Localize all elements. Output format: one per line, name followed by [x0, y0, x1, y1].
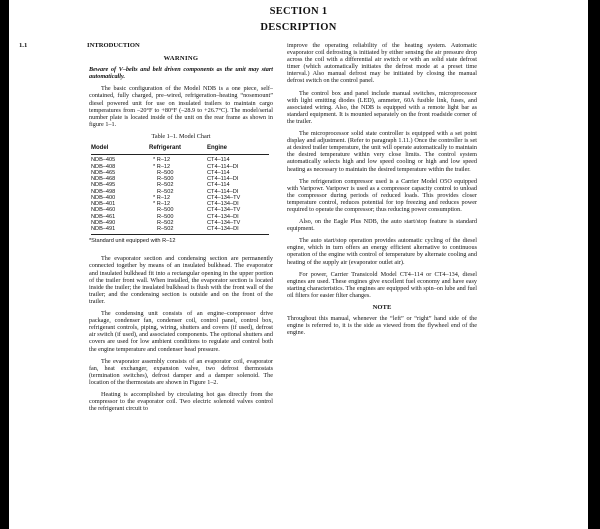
cell-refrigerant: R–500: [157, 207, 174, 214]
section-title: SECTION 1: [269, 6, 328, 17]
column-header-engine: Engine: [207, 142, 269, 155]
cell-refrigerant: * R–12: [153, 201, 171, 208]
body-paragraph: The refrigeration compressor used is a Carrier Model O5O equipped with Varipowr. Varipowr is used as a compressor capacity control to unload the compressor during periods of reduced loads. This provides closer temperature control, reduces potential for top freezing and reduces power required to operate the compressor; thus reducing power consumption.: [287, 177, 477, 213]
cell-engine: CT4–134–DI: [207, 213, 239, 220]
model-chart-table: [91, 142, 269, 235]
cell-engine: CT4–114: [207, 157, 230, 164]
table-footnote: *Standard unit equipped with R–12: [89, 238, 176, 245]
cell-model: NDB–491: [91, 226, 149, 235]
cell-refrigerant: * R–12: [153, 163, 171, 170]
body-paragraph: Also, on the Eagle Plus NDB, the auto start/stop feature is standard equipment.: [287, 218, 477, 233]
body-paragraph: The condensing unit consists of an engine–compressor drive package, condenser fan, condenser coil, control panel, control box, refrigerant controls, piping, wiring, shutters and covers (if used), defrost air switch (if used), and associated components. The optional shutters and covers are used for low ambient conditions to regulate and control both the engine temperature and condenser head pressure.: [89, 310, 273, 353]
cell-model: NDB–401: [91, 201, 116, 208]
cell-refrigerant: R–502: [157, 219, 174, 226]
section-heading: [19, 42, 273, 49]
left-column: [19, 42, 273, 417]
body-paragraph: improve the operating reliability of the heating system. Automatic evaporator coil defrosting is initiated by either sensing the air pressure drop across the coil with a differential air switch or with an solid state defrost timer (which automatically initiates the defrost mode at a preset time interval.) Also manual defrost may be initiated by closing the manual defrost switch on the control panel.: [287, 42, 477, 85]
cell-model: NDB–408: [91, 163, 116, 170]
cell-engine: CT4–114: [207, 182, 230, 189]
left-page-edge: [0, 0, 9, 529]
body-paragraph: For power, Carrier Transicold Model CT4–114 or CT4–134, diesel engines are used. These engines give excellent fuel economy and have easy starting characteristics. The engines are equipped with spin–on lube and fuel oil filters for easier filter changes.: [287, 270, 477, 299]
cell-refrigerant: R–502: [149, 226, 207, 235]
section-subtitle: DESCRIPTION: [260, 22, 337, 33]
cell-engine: CT4–134–TV: [207, 207, 241, 214]
table-header-row: [91, 142, 269, 155]
cell-model: NDB–490: [91, 219, 116, 226]
cell-model: NDB–498: [91, 188, 116, 195]
cell-model: NDB–468: [91, 176, 116, 183]
right-page-edge: [588, 0, 600, 529]
cell-engine: CT4–134–DI: [207, 201, 239, 208]
note-text: Throughout this manual, whenever the “left” or “right” hand side of the engine is referred to, it is the side as viewed from the flywheel end of the engine.: [287, 315, 477, 337]
cell-engine: CT4–134–TV: [207, 219, 241, 226]
column-header-refrigerant: Refrigerant: [149, 142, 207, 155]
intro-paragraph: The basic configuration of the Model NDB is a one piece, self–contained, fully charged, pre–wired, refrigeration–heating “nosemount” diesel powered unit for use on insulated trailers to maintain cargo temperatures from –20°F to +80°F (–28.9 to +26.7°C). The model/serial number plate is located inside of the unit on the rear frame as shown in figure 1–1.: [89, 85, 273, 128]
cell-model: NDB–400: [91, 194, 116, 201]
cell-engine: CT4–134–DI: [207, 226, 269, 235]
cell-engine: CT4–114–DI: [207, 176, 239, 183]
warning-label: WARNING: [163, 55, 199, 63]
cell-refrigerant: R–500: [157, 213, 174, 220]
cell-engine: CT4–114–DI: [207, 163, 239, 170]
cell-refrigerant: * R–12: [153, 157, 171, 164]
cell-engine: CT4–134–TV: [207, 194, 241, 201]
cell-model: NDB–465: [91, 169, 116, 176]
heading-title: INTRODUCTION: [87, 42, 140, 49]
cell-model: NDB–495: [91, 182, 116, 189]
cell-refrigerant: R–500: [157, 169, 174, 176]
cell-refrigerant: R–502: [157, 188, 174, 195]
cell-model: NDB–405: [91, 157, 116, 164]
cell-refrigerant: R–500: [157, 176, 174, 183]
body-paragraph: The control box and panel include manual switches, microprocessor with light emitting diodes (LED), ammeter, 60A fusible link, fuses, and associated wiring. Also, the NDB is equipped with a remote light bar as standard equipment. It is mounted separately on the front roadside corner of the trailer.: [287, 89, 477, 125]
table-row: [91, 226, 269, 235]
body-paragraph: The evaporator section and condensing section are permanently connected together by means of an insulated bulkhead. The evaporator and insulated bulkhead fit into a rectangular opening in the upper portion of the trailer front wall. When installed, the evaporator section is located inside the trailer; the insulated bulkhead is flush with the front wall of the trailer; and the condensing section is outside and on the front of the trailer.: [89, 255, 273, 305]
table-row: [91, 155, 269, 164]
cell-refrigerant: * R–12: [153, 194, 171, 201]
document-page: [9, 0, 588, 529]
heading-number: 1.1: [19, 42, 28, 49]
table-caption: Table 1–1. Model Chart: [151, 132, 211, 140]
cell-engine: CT4–114: [207, 169, 230, 176]
cell-refrigerant: R–502: [157, 182, 174, 189]
body-paragraph: Heating is accomplished by circulating hot gas directly from the compressor to the evaporator coil. Two electric solenoid valves control the refrigerant circuit to: [89, 390, 273, 413]
body-paragraph: The auto start/stop operation provides automatic cycling of the diesel engine, which in turn offers an energy efficient alternative to continuous operation of the engine with control of temperature by alternate cooling and heating of the supply air (evaporator outlet air).: [287, 237, 477, 266]
column-header-model: Model: [91, 142, 149, 155]
cell-engine: CT4–114–DI: [207, 188, 239, 195]
cell-model: NDB–460: [91, 207, 116, 214]
cell-model: NDB–461: [91, 213, 116, 220]
body-paragraph: The microprocessor solid state controller is equipped with a set point display and adjustment. (Refer to paragraph 1.11.) Once the controller is set at desired trailer temperature, the unit will operate automatically to maintain the desired temperature within very close limits. The control system automatically selects high and low speed cooling or high and low speed heating as necessary to maintain the desired temperature within the trailer.: [287, 130, 477, 173]
right-column: [287, 42, 477, 341]
body-paragraph: The evaporator assembly consists of an evaporator coil, evaporator fan, heat exchanger, expansion valve, two defrost thermostats (termination switches), defrost damper and a damper solenoid. The location of the thermostats are shown in Figure 1–2.: [89, 357, 273, 386]
note-label: NOTE: [372, 304, 392, 311]
warning-text: Beware of V–belts and belt driven components as the unit may start automatically.: [89, 66, 273, 81]
